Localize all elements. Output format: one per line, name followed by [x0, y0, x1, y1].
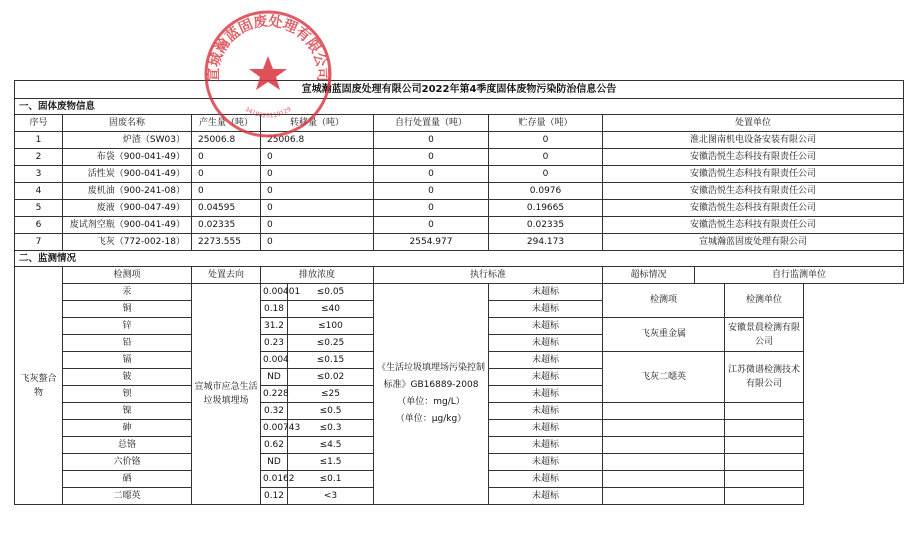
destination-cell: 宣城市应急生活垃圾填埋场: [192, 284, 261, 505]
limit-value: ≤0.15: [288, 352, 374, 369]
col-header-transferred: 转移量（吨）: [261, 115, 374, 132]
monitor-item: 汞: [63, 284, 192, 301]
col-header-item: 检测项: [63, 267, 192, 284]
sm-empty-cell: [603, 471, 725, 488]
title-row: [15, 81, 904, 99]
section2-heading: 二、监测情况: [15, 251, 904, 267]
sm-item: 飞灰重金属: [603, 318, 725, 352]
section2-heading-row: [15, 251, 904, 267]
stored-amount: 0.19665: [489, 200, 603, 217]
waste-name: 炉渣（SW03）: [63, 132, 192, 149]
row-index: 5: [15, 200, 63, 217]
exceed-status: 未超标: [489, 335, 603, 352]
waste-name: 飞灰（772-002-18）: [63, 234, 192, 251]
monitor-item: 锌: [63, 318, 192, 335]
concentration-value: 0.228: [261, 386, 288, 403]
monitor-item: 铜: [63, 301, 192, 318]
limit-value: ≤0.05: [288, 284, 374, 301]
row-index: 1: [15, 132, 63, 149]
disposal-unit: 宣城瀚蓝固废处理有限公司: [603, 234, 904, 251]
col-header-self-monitor: 自行监测单位: [695, 267, 904, 284]
limit-value: ≤25: [288, 386, 374, 403]
sm-unit: 安徽景晨检测有限公司: [725, 318, 804, 352]
stored-amount: 0.0976: [489, 183, 603, 200]
stored-amount: 294.173: [489, 234, 603, 251]
concentration-value: ND: [261, 369, 288, 386]
transferred-amount: 0: [261, 149, 374, 166]
waste-name: 布袋（900-041-49）: [63, 149, 192, 166]
section2-header-row: [15, 267, 904, 284]
self-disposed-amount: 0: [374, 132, 489, 149]
exceed-status: 未超标: [489, 403, 603, 420]
sm-empty-cell: [603, 488, 725, 505]
sm-empty-cell: [725, 420, 804, 437]
limit-value: ≤1.5: [288, 454, 374, 471]
exceed-status: 未超标: [489, 437, 603, 454]
generated-amount: 0: [192, 166, 261, 183]
sm-header-unit: 检测单位: [725, 284, 804, 318]
concentration-value: 0.23: [261, 335, 288, 352]
standard-line: 《生活垃圾填埋场污染控制标准》GB16889-2008: [376, 363, 485, 390]
self-disposed-amount: 2554.977: [374, 234, 489, 251]
self-disposed-amount: 0: [374, 200, 489, 217]
monitor-item: 钡: [63, 386, 192, 403]
exceed-status: 未超标: [489, 369, 603, 386]
limit-value: <3: [288, 488, 374, 505]
generated-amount: 0: [192, 149, 261, 166]
stored-amount: 0: [489, 149, 603, 166]
sm-empty-cell: [603, 454, 725, 471]
exceed-status: 未超标: [489, 386, 603, 403]
waste-name: 废液（900-047-49）: [63, 200, 192, 217]
row-index: 6: [15, 217, 63, 234]
concentration-value: ND: [261, 454, 288, 471]
sm-empty-cell: [725, 471, 804, 488]
disposal-unit: 安徽浩悦生态科技有限责任公司: [603, 149, 904, 166]
row-index: 2: [15, 149, 63, 166]
stored-amount: 0: [489, 166, 603, 183]
seal-code: 3418020119129: [243, 105, 293, 120]
row-index: 7: [15, 234, 63, 251]
transferred-amount: 0: [261, 217, 374, 234]
sm-empty-cell: [603, 403, 725, 420]
col-header-exceed: 超标情况: [603, 267, 695, 284]
table-row: [15, 183, 904, 200]
exceed-status: 未超标: [489, 284, 603, 301]
row-index: 3: [15, 166, 63, 183]
col-header-stored: 贮存量（吨）: [489, 115, 603, 132]
concentration-value: 0.12: [261, 488, 288, 505]
limit-value: ≤4.5: [288, 437, 374, 454]
seal-text: 宣城瀚蓝固废处理有限公司: [205, 13, 331, 82]
generated-amount: 2273.555: [192, 234, 261, 251]
col-header-waste-name: 固废名称: [63, 115, 192, 132]
col-header-generated: 产生量（吨）: [192, 115, 261, 132]
transferred-amount: 0: [261, 234, 374, 251]
monitor-item: 铅: [63, 335, 192, 352]
notice-sheet: [14, 13, 827, 505]
table-row: [15, 132, 904, 149]
disposal-unit: 淮北图南机电设备安装有限公司: [603, 132, 904, 149]
stored-amount: 0: [489, 132, 603, 149]
standard-line: （单位：mg/L）: [397, 397, 465, 407]
monitor-item: 砷: [63, 420, 192, 437]
table-row: [15, 200, 904, 217]
exceed-status: 未超标: [489, 352, 603, 369]
col-header-index: 序号: [15, 115, 63, 132]
monitor-item: 总铬: [63, 437, 192, 454]
generated-amount: 0.02335: [192, 217, 261, 234]
disposal-unit: 安徽浩悦生态科技有限责任公司: [603, 183, 904, 200]
generated-amount: 0.04595: [192, 200, 261, 217]
waste-name: 废机油（900-241-08）: [63, 183, 192, 200]
section1-heading: 一、固体废物信息: [15, 99, 904, 115]
concentration-value: 0.00743: [261, 420, 288, 437]
generated-amount: 0: [192, 183, 261, 200]
material-cell: 飞灰螯合物: [15, 267, 63, 505]
waste-name: 废试剂空瓶（900-041-49）: [63, 217, 192, 234]
sm-header-item: 检测项: [603, 284, 725, 318]
standard-line: （单位：μg/kg）: [395, 414, 467, 424]
concentration-value: 0.18: [261, 301, 288, 318]
exceed-status: 未超标: [489, 454, 603, 471]
exceed-status: 未超标: [489, 301, 603, 318]
col-header-destination: 处置去向: [192, 267, 261, 284]
table-row: [15, 234, 904, 251]
sm-item: 飞灰二噁英: [603, 352, 725, 403]
generated-amount: 25006.8: [192, 132, 261, 149]
section1-header-row: [15, 115, 904, 132]
concentration-value: 31.2: [261, 318, 288, 335]
monitor-item: 二噁英: [63, 488, 192, 505]
concentration-value: 0.32: [261, 403, 288, 420]
standard-cell: [374, 284, 489, 505]
exceed-status: 未超标: [489, 420, 603, 437]
disposal-unit: 安徽浩悦生态科技有限责任公司: [603, 200, 904, 217]
transferred-amount: 0: [261, 183, 374, 200]
concentration-value: 0.0162: [261, 471, 288, 488]
svg-text:宣城瀚蓝固废处理有限公司: [205, 12, 331, 81]
col-header-disposal-unit: 处置单位: [603, 115, 904, 132]
waste-name: 活性炭（900-041-49）: [63, 166, 192, 183]
concentration-value: 0.00401: [261, 284, 288, 301]
monitor-item: 镍: [63, 403, 192, 420]
monitor-item: 六价铬: [63, 454, 192, 471]
notice-table: [14, 80, 904, 505]
limit-value: ≤0.25: [288, 335, 374, 352]
col-header-standard: 执行标准: [374, 267, 603, 284]
self-disposed-amount: 0: [374, 149, 489, 166]
table-row: [15, 217, 904, 234]
self-disposed-amount: 0: [374, 217, 489, 234]
limit-value: ≤0.02: [288, 369, 374, 386]
monitor-item: 铍: [63, 369, 192, 386]
disposal-unit: 安徽浩悦生态科技有限责任公司: [603, 166, 904, 183]
self-disposed-amount: 0: [374, 166, 489, 183]
page-title: 宣城瀚蓝固废处理有限公司2022年第4季度固体废物污染防治信息公告: [15, 81, 904, 99]
sm-empty-cell: [603, 420, 725, 437]
transferred-amount: 0: [261, 200, 374, 217]
table-row: [15, 166, 904, 183]
transferred-amount: 25006.8: [261, 132, 374, 149]
sm-empty-cell: [725, 437, 804, 454]
limit-value: ≤40: [288, 301, 374, 318]
table-row: [15, 149, 904, 166]
disposal-unit: 安徽浩悦生态科技有限责任公司: [603, 217, 904, 234]
sm-empty-cell: [603, 437, 725, 454]
sm-empty-cell: [725, 488, 804, 505]
monitor-item: 镉: [63, 352, 192, 369]
sm-empty-cell: [725, 403, 804, 420]
limit-value: ≤0.5: [288, 403, 374, 420]
limit-value: ≤100: [288, 318, 374, 335]
limit-value: ≤0.3: [288, 420, 374, 437]
col-header-concentration: 排放浓度: [261, 267, 374, 284]
sm-unit: 江苏微谱检测技术有限公司: [725, 352, 804, 403]
stored-amount: 0.02335: [489, 217, 603, 234]
exceed-status: 未超标: [489, 318, 603, 335]
section1-heading-row: [15, 99, 904, 115]
monitor-item: 硒: [63, 471, 192, 488]
table-row: [15, 284, 904, 301]
concentration-value: 0.62: [261, 437, 288, 454]
sm-empty-cell: [725, 454, 804, 471]
concentration-value: 0.004: [261, 352, 288, 369]
self-disposed-amount: 0: [374, 183, 489, 200]
exceed-status: 未超标: [489, 471, 603, 488]
row-index: 4: [15, 183, 63, 200]
exceed-status: 未超标: [489, 488, 603, 505]
transferred-amount: 0: [261, 166, 374, 183]
limit-value: ≤0.1: [288, 471, 374, 488]
col-header-self-disposed: 自行处置量（吨）: [374, 115, 489, 132]
